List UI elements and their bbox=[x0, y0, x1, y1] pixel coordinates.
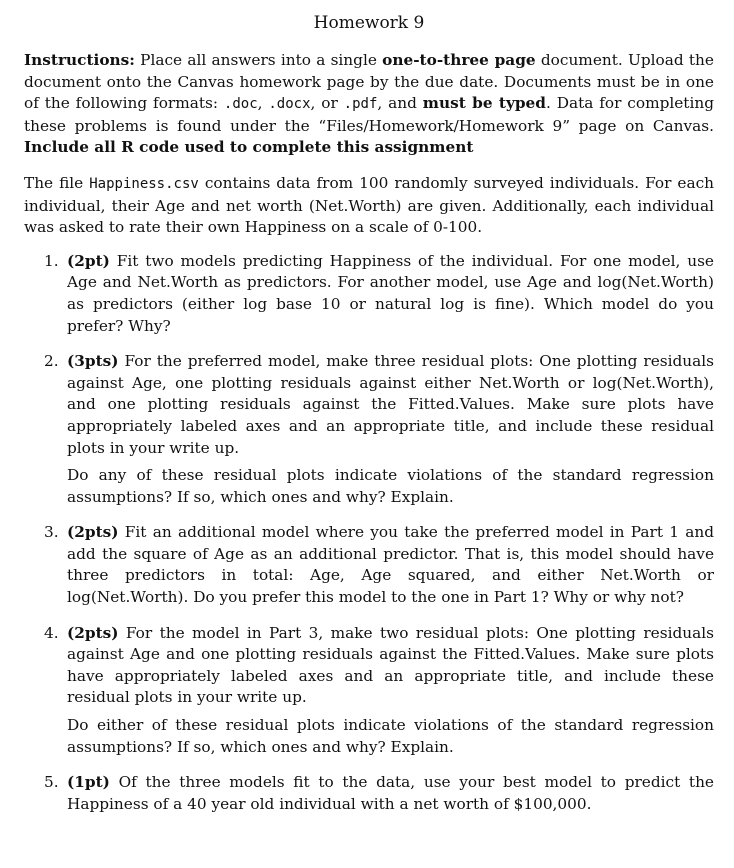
intro-filename: Happiness.csv bbox=[89, 175, 199, 192]
instructions-text-2: document. Upload the document onto the Canvas homework page by the due date. Documents must be in one of the following formats: bbox=[24, 51, 714, 113]
instructions-text-1: Place all answers into a single bbox=[140, 51, 377, 69]
format-docx: .docx bbox=[268, 96, 311, 113]
question-item-4 bbox=[24, 623, 714, 759]
format-pdf: .pdf bbox=[343, 96, 378, 113]
question-text: For the preferred model, make three residual plots: One plotting residuals against Age, one plotting residuals against either Net.Worth or log(Net.Worth), and one plotting residuals against the Fitted.Values. Make sure plots have appropriately labeled axes and an appropriate title, and include these residual plots in your write up. bbox=[67, 352, 714, 457]
question-item-1 bbox=[24, 251, 714, 337]
question-points: (3pts) bbox=[67, 352, 119, 371]
instructions-text-4: . Data for completing these problems is found under the “Files/Homework/Homework 9” page on Canvas. bbox=[24, 94, 714, 135]
instructions-label: Instructions: bbox=[24, 51, 135, 69]
question-number: 3. bbox=[44, 523, 59, 542]
question-text: Fit an additional model where you take the preferred model in Part 1 and add the square of Age as an additional predictor. That is, this model should have three predictors in total: Age, Age squared, and either Net.Worth or log(Net.Worth). Do you prefer this model to the one in Part 1? Why or why not? bbox=[67, 523, 714, 607]
intro-paragraph bbox=[24, 173, 714, 239]
question-text: Fit two models predicting Happiness of the individual. For one model, use Age and Net.Worth as predictors. For another model, use Age and log(Net.Worth) as predictors (either log base 10 or natural log is fine). Which model do you prefer? Why? bbox=[67, 251, 714, 335]
question-number: 4. bbox=[44, 623, 59, 642]
document-title: Homework 9 bbox=[313, 13, 425, 33]
instructions-paragraph: Instructions: Place all answers into a single one-to-three page document. Upload the document onto the Canvas homework page by the due date. Documents must be in one of the following formats: .doc, .docx, or .pdf, and must be typed. Data for completing these problems is found under the “Files/Homework/Homework 9” page on Canvas. Include all R code used to complete this assignment bbox=[24, 51, 714, 157]
question-followup: Do either of these residual plots indicate violations of the standard regression assumptions? If so, which ones and why? Explain. bbox=[67, 716, 714, 756]
question-text: For the model in Part 3, make two residual plots: One plotting residuals against Age and one plotting residuals against the Fitted.Values. Make sure plots have appropriately labeled axes and an appropriate title, and include these residual plots in your write up. bbox=[67, 623, 714, 707]
document-page bbox=[24, 12, 714, 829]
instructions-bold-3: Include all R code used to complete this assignment bbox=[24, 138, 474, 157]
format-doc: .doc bbox=[223, 96, 258, 113]
instructions-bold-1: one-to-three page bbox=[382, 51, 536, 69]
question-followup: Do any of these residual plots indicate violations of the standard regression assumptions? If so, which ones and why? Explain. bbox=[67, 466, 714, 506]
question-list bbox=[24, 251, 714, 816]
question-item-5 bbox=[24, 772, 714, 815]
question-points: (1pt) bbox=[67, 773, 110, 792]
intro-text-1: The file bbox=[24, 173, 84, 192]
question-number: 1. bbox=[44, 251, 59, 270]
question-points: (2pts) bbox=[67, 623, 119, 642]
instructions-text-3: , and bbox=[377, 94, 417, 113]
intro-text-2: contains data from 100 randomly surveyed individuals. For each individual, their Age and net worth (Net.Worth) are given. Additionally, each individual was asked to rate their own Happiness on a scale of 0-100. bbox=[24, 173, 715, 237]
instructions-bold-2: must be typed bbox=[422, 94, 546, 113]
question-points: (2pt) bbox=[67, 251, 110, 270]
question-item-2 bbox=[24, 351, 714, 508]
question-item-3 bbox=[24, 522, 714, 608]
question-text: Of the three models fit to the data, use your best model to predict the Happiness of a 40 year old individual with a net worth of $100,000. bbox=[67, 773, 714, 813]
question-points: (2pts) bbox=[67, 523, 119, 542]
question-number: 5. bbox=[44, 773, 59, 792]
question-number: 2. bbox=[44, 352, 59, 371]
